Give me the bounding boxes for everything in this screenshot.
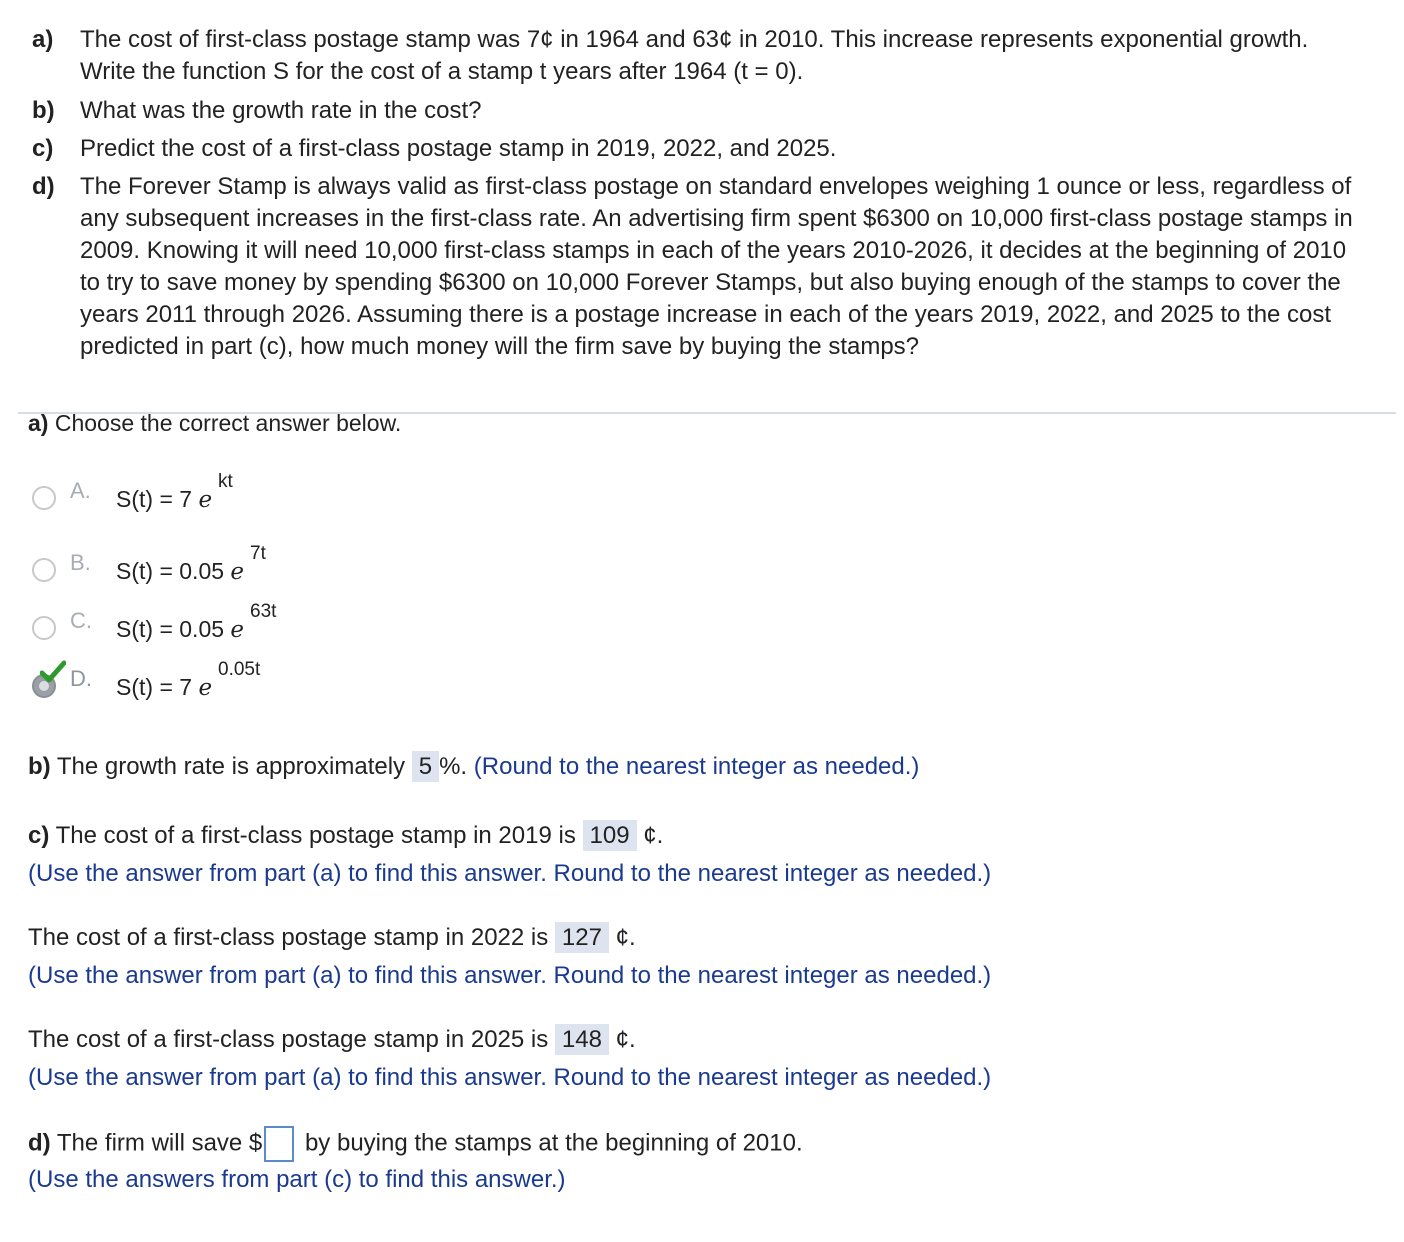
option-d-formula [116, 659, 261, 701]
part-c-answer-2019: 109 [583, 820, 637, 851]
part-c-answer-2022: 127 [555, 922, 609, 953]
option-b-radio[interactable] [32, 558, 56, 582]
question-a-text: The cost of first-class postage stamp was 7¢ in 1964 and 63¢ in 2010. This increase represents exponential growth. Write the function S for the cost of a stamp t years after 1964 (t = 0). [80, 26, 1309, 85]
option-d-prefix: S(t) = 7 [116, 674, 193, 700]
option-d-base: e [198, 675, 213, 701]
part-b-answer: 5 [412, 751, 439, 782]
option-d-letter: D. [70, 666, 92, 691]
option-a-exponent: kt [218, 471, 233, 492]
part-c-text-2019: The cost of a first-class postage stamp in 2019 is [55, 822, 576, 849]
part-b-hint: (Round to the nearest integer as needed.) [473, 753, 920, 780]
part-b-line [28, 751, 919, 783]
part-a-prompt: Choose the correct answer below. [54, 410, 402, 436]
question-b-label: b) [32, 97, 55, 124]
part-d-text: The firm will save $ [56, 1129, 263, 1157]
option-a-formula [116, 471, 233, 513]
part-d-label: d) [28, 1129, 51, 1157]
option-b-prefix: S(t) = 0.05 [116, 558, 225, 584]
part-d-text-after: by buying the stamps at the beginning of 2010. [304, 1129, 803, 1157]
option-b-base: e [230, 559, 245, 585]
option-c-prefix: S(t) = 0.05 [116, 616, 225, 642]
question-c-label: c) [32, 135, 54, 162]
option-a-letter: A. [70, 478, 91, 503]
part-c-text-2022: The cost of a first-class postage stamp in 2022 is [28, 924, 549, 951]
checkmark-icon [40, 660, 66, 684]
part-c-line-2019 [28, 820, 663, 852]
option-c-exponent: 63t [250, 601, 277, 622]
part-c-answer-2025: 148 [555, 1024, 609, 1055]
question-d-text: The Forever Stamp is always valid as first-class postage on standard envelopes weighing 1 ounce or less, regardless of any subsequent increases in the first-class rate. An advertising firm spent $6300 on 10,000 first-class postage stamps in 2009. Knowing it will need 10,000 first-class stamps in each of the years 2010-2026, it decides at the beginning of 2010 to try to save money by spending $6300 on 10,000 Forever Stamps, but also buying enough of the stamps to cover the years 2011 through 2026. Assuming there is a postage increase in each of the years 2019, 2022, and 2025 to the cost predicted in part (c), how much money will the firm save by buying the stamps? [80, 173, 1353, 360]
part-c-unit-2019: ¢. [643, 822, 664, 849]
part-c-text-2025: The cost of a first-class postage stamp in 2025 is [28, 1026, 549, 1053]
option-b-formula [116, 543, 266, 585]
part-c-hint-2019: (Use the answer from part (a) to find this answer. Round to the nearest integer as needed.) [28, 860, 992, 887]
option-c-radio[interactable] [32, 616, 56, 640]
part-d-hint: (Use the answers from part (c) to find this answer.) [28, 1166, 566, 1193]
option-c-formula [116, 601, 277, 643]
question-d-label: d) [32, 173, 55, 200]
part-c-hint-2022: (Use the answer from part (a) to find this answer. Round to the nearest integer as needed.) [28, 962, 992, 989]
part-b-label: b) [28, 753, 51, 780]
question-c-text: Predict the cost of a first-class postage stamp in 2019, 2022, and 2025. [80, 135, 837, 162]
option-d-exponent: 0.05t [218, 659, 261, 680]
option-b-letter: B. [70, 550, 91, 575]
part-b-text: The growth rate is approximately [56, 753, 406, 780]
question-b-text: What was the growth rate in the cost? [80, 97, 482, 124]
part-c-unit-2025: ¢. [615, 1026, 636, 1053]
part-c-line-2025 [28, 1024, 636, 1056]
option-a-radio[interactable] [32, 486, 56, 510]
option-b-exponent: 7t [250, 543, 266, 564]
part-c-hint-2025: (Use the answer from part (a) to find this answer. Round to the nearest integer as needed.) [28, 1064, 992, 1091]
option-c-base: e [230, 617, 245, 643]
option-c-letter: C. [70, 608, 92, 633]
option-a-prefix: S(t) = 7 [116, 486, 193, 512]
question-a-label: a) [32, 26, 54, 53]
part-a-heading [28, 407, 401, 439]
savings-input[interactable] [264, 1126, 294, 1162]
part-c-line-2022 [28, 922, 636, 954]
part-c-unit-2022: ¢. [615, 924, 636, 951]
part-b-unit: %. [439, 753, 468, 780]
part-d-line [28, 1126, 803, 1162]
part-a-label: a) [28, 410, 49, 436]
option-a-base: e [198, 487, 213, 513]
part-c-label: c) [28, 822, 50, 849]
